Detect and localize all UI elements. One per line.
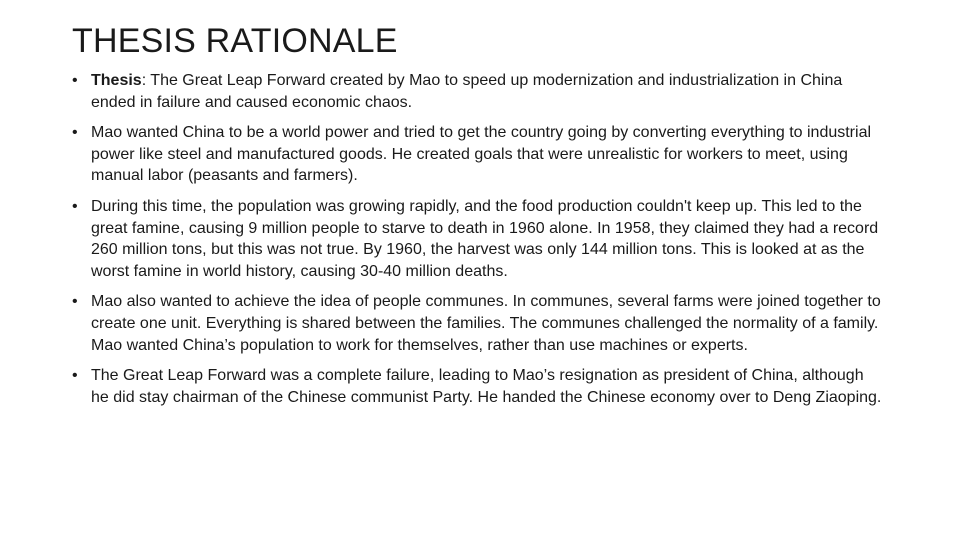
- bullet-icon: •: [72, 197, 78, 215]
- bullet-list: [72, 70, 882, 417]
- bullet-item-failure: [72, 365, 882, 408]
- bullet-item-communes: [72, 291, 882, 356]
- bullet-text: Mao wanted China to be a world power and tried to get the country going by converting everything to industrial power like steel and manufactured goods. He created goals that were unrealistic for workers to meet, using manual labor (peasants and farmers).: [91, 124, 872, 185]
- bullet-text: : The Great Leap Forward created by Mao to speed up modernization and industrialization in China ended in failure and caused economic chaos.: [91, 72, 843, 111]
- bullet-icon: •: [72, 293, 78, 311]
- bullet-text: The Great Leap Forward was a complete failure, leading to Mao’s resignation as president of China, although he did stay chairman of the Chinese communist Party. He handed the Chinese economy over to Deng Ziaoping.: [91, 367, 882, 406]
- bullet-icon: •: [72, 72, 78, 89]
- bullet-item-famine: [72, 196, 882, 282]
- bullet-item-thesis: [72, 70, 882, 113]
- slide-title: THESIS RATIONALE: [72, 22, 398, 60]
- bullet-text: Mao also wanted to achieve the idea of people communes. In communes, several farms were joined together to create one unit. Everything is shared between the families. The communes challenged the normality of a family. Mao wanted China’s population to work for themselves, rather than use machines or experts.: [91, 293, 881, 354]
- bullet-text: During this time, the population was growing rapidly, and the food production couldn't keep up. This led to the great famine, causing 9 million people to starve to death in 1960 alone. In 1958, they claimed they had a record 260 million tons, but this was not true. By 1960, the harvest was only 144 million tons. This is looked at as the worst famine in world history, causing 30-40 million deaths.: [91, 197, 879, 280]
- bullet-lead-label: Thesis: [91, 72, 142, 89]
- bullet-icon: •: [72, 367, 78, 385]
- bullet-icon: •: [72, 124, 78, 142]
- bullet-item-world-power: [72, 122, 882, 187]
